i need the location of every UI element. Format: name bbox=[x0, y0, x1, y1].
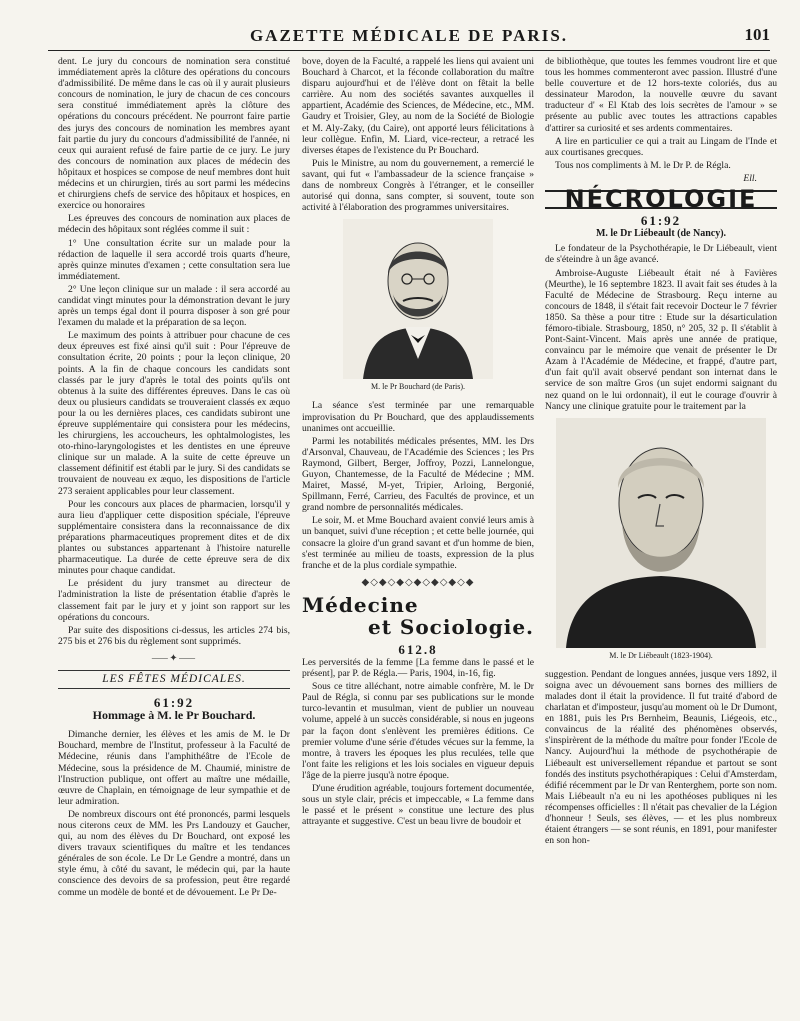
article-title: M. le Dr Liébeault (de Nancy). bbox=[595, 228, 727, 240]
rubric-line-2: et Sociologie. bbox=[367, 614, 534, 639]
paragraph: A lire en particulier ce qui a trait au Lingam de l'Inde et aux courtisanes grecques. bbox=[545, 135, 777, 158]
paragraph: suggestion. Pendant de longues années, jusque vers 1892, il soigna avec un dévouement sans bornes des milliers de malades dont il était la providence. Il fut traité d'abord de charlatan et d'imposteur, jusqu'au moment où le Dr Dumont, en 1881, puis les Prs Bernheim, Beaunis, Liégeois, etc., convaincus de la réalité des phénomènes observés, s'inspirèrent de la méthode du maître pour fonder l'Ecole de Nancy. Aujourd'hui la méthode de psychothérapie de Liébeault est universellement répandue et partout se sont fondés des instituts psychothérapiques : Celui d'Amsterdam, édifié récemment par le Dr van Renterghem, porte son nom. Mais Liébeault n'a eu ni les apothéoses publiques ni les récompenses officielles : Il n'était pas chevalier de la Légion d'honneur ! Seuls, ses élèves, — et les plus nombreux étaient étrangers — se sont réunis, en 1891, pour manifester en son hon- bbox=[545, 668, 777, 847]
article-title: Hommage à M. le Pr Bouchard. bbox=[92, 708, 256, 723]
paragraph: La séance s'est terminée par une remarquable improvisation du Pr Bouchard, que des applaudissements unanimes ont accueillie. bbox=[302, 400, 534, 434]
paragraph: Les épreuves des concours de nomination aux places de médecin des hôpitaux sont réglées comme il suit : bbox=[58, 213, 290, 236]
rubric-title bbox=[302, 594, 534, 638]
paragraph: De nombreux discours ont été prononcés, parmi lesquels nous citerons ceux de MM. les Prs Landouzy et Gaucher, qui, au nom des élèves du Dr Bouchard, ont exposé les divers travaux scientifiques du maître et les tendances générales de son école. Le Dr Le Gendre a montré, dans un style ému, à côté du savant, le médecin qui, par la haute conscience des devoirs de sa profession, peut être regardé comme un modèle de bonté et de dévouement. Le Pr De- bbox=[58, 808, 290, 898]
portrait-caption: M. le Dr Liébeault (1823-1904). bbox=[609, 650, 713, 660]
paragraph: bove, doyen de la Faculté, a rappelé les liens qui avaient uni Bouchard à Charcot, et la féconde collaboration du maître disparu aujourd'hui et de l'élève dont on fêtait la belle carrière. Au nom des sociétés savantes auxquelles il appartient, Académie des Sciences, de Médecine, etc., MM. Gaudry et Troisier, Gley, au nom de la Société de Biologie et M. Aly-Zaky, (du Caire), ont apporté leurs félicitations à leur collègue. Enfin, M. Liard, vice-recteur, a retracé les diverses étapes de l'existence du Pr Bouchard. bbox=[302, 56, 534, 156]
paragraph: Ambroise-Auguste Liébeault était né à Favières (Meurthe), le 16 septembre 1823. Il avait fait ses études à la Faculté de Médecine de Strasbourg. Reçu interne au concours de 1848, il s'était fait recevoir Docteur le 7 février 1850. Sa thèse a pour titre : Etude sur la désarticulation fémoro-tibiale. Strasbourg, 1850, n° 205, 32 p. Il s'établit à Pont-Saint-Vincent. Mais après une année de pratique, convaincu par le mémoire que venait de présenter le Dr Azam à l'Académie de Médecine, et frappé, d'autre part, d'un fait qu'il avait observé pendant son internat dans le service de son maître Gros (un sujet endormi saignant du nez quand on le lui ordonnait), il eut le courage d'ouvrir à Nancy une clinique gratuite pour le traitement par la bbox=[545, 267, 777, 412]
paragraph: 1° Une consultation écrite sur un malade pour la rédaction de laquelle il sera accordé trois quarts d'heure, après quinze minutes d'examen ; cette consultation sera lue immédiatement. bbox=[58, 237, 290, 282]
journal-title: GAZETTE MÉDICALE DE PARIS. bbox=[249, 26, 569, 45]
portrait-bouchard bbox=[343, 219, 493, 379]
paragraph: Le soir, M. et Mme Bouchard avaient convié leurs amis à un banquet, suivi d'une réception ; et cette belle journée, qui consacre la gloire d'un grand savant et d'un homme de bien, s'est terminée au milieu de toasts, expression de la plus franche et de la plus cordiale sympathie. bbox=[302, 515, 534, 571]
column-3 bbox=[545, 56, 777, 1016]
paragraph: Sous ce titre alléchant, notre aimable confrère, M. le Dr Paul de Régla, si connu par ses publications sur le monde turco-levantin et musulman, vient de publier un nouveau volume, appelé à un succès considérable, si nous en jugeons par la façon dont s'enlèvent les premières éditions. Ce premier volume d'une série d'études vécues sur la femme, la montre, à travers les époques les plus reculées, telle que l'ont faite les religions et les lois sociales en vigueur depuis l'âge de la pierre jusqu'à notre époque. bbox=[302, 681, 534, 781]
column-1 bbox=[58, 56, 290, 1016]
rubric-line-1: Médecine bbox=[302, 592, 419, 617]
portrait-liebeault bbox=[556, 418, 766, 648]
paragraph: 2° Une leçon clinique sur un malade : il sera accordé au candidat vingt minutes pour la démonstration devant le jury après un temps égal dont il pourra disposer à son gré pour l'examen du malade et la préparation de sa leçon. bbox=[58, 283, 290, 329]
paragraph: D'une érudition agréable, toujours fortement documentée, sous un style clair, précis et impeccable, « La femme dans le passé et le présent » constitue une lecture des plus attrayante et suggestive. C'est un beau livre de boudoir et bbox=[302, 783, 534, 828]
column-2 bbox=[302, 56, 534, 1016]
page-header bbox=[48, 22, 770, 51]
section-heading: LES FÊTES MÉDICALES. bbox=[58, 670, 290, 689]
necrology-heading: NÉCROLOGIE bbox=[545, 190, 777, 209]
article-number: 612.8 bbox=[398, 641, 438, 657]
article-number: 61:92 bbox=[640, 213, 682, 229]
paragraph: Le maximum des points à attribuer pour chacune de ces deux épreuves est fixé ainsi qu'il suit : Pour l'épreuve de consultation écrite, 20 points ; pour la leçon clinique, 20 points. A la fin de chaque concours les candidats sont classés par le jury d'après le total des points qu'ils ont obtenus à la suite des différentes épreuves. Dans le cas où deux ou plusieurs candidats se trouveraient classés ex æquo pour la ou les dernières places, ces candidats subiront une épreuve supplémentaire qui consistera pour les médecins, les chirurgiens, les accoucheurs, les ophtalmologistes, les oto-rhino-laryngologistes et les dentistes en une épreuve clinique sur un malade. A la suite de cette épreuve un classement définitif est établi par le jury. Si des candidats se trouvaient de nouveau ex æquo, les dispositions de l'article 273 seraient applicables pour leur classement. bbox=[58, 330, 290, 497]
article-number: 61:92 bbox=[153, 695, 195, 711]
paragraph: dent. Le jury du concours de nomination sera constitué immédiatement après la clôture des opérations du concours d'admissibilité. De même dans le cas où il y aurait plusieurs concours de nomination, le jury de chacun de ces concours sera constitué immédiatement après la clôture des opérations du concours précédent. Ne pourront faire partie des jurys des concours de nomination les membres ayant fait partie du jury du concours d'admissibilité de l'année, ni ceux qui auraient refusé de faire partie de ce jury. Le jury des concours de nomination aux places de médecin des hôpitaux et hospices se compose de neuf membres dont huit médecins et un chirurgien, tirés au sort parmi les médecins et chirurgiens chefs de service des hôpitaux et hospices, en exercice ou honoraires bbox=[58, 56, 290, 212]
ornament-divider: ⸺✦⸺ bbox=[151, 652, 197, 664]
portrait-caption: M. le Pr Bouchard (de Paris). bbox=[371, 382, 465, 392]
page-number: 101 bbox=[744, 25, 770, 44]
paragraph: Puis le Ministre, au nom du gouvernement, a remercié le savant, qui fut « l'ambassadeur de la science française » dans de nombreux Congrès à l'étranger, et le conseiller autorisé qui donna, sans compter, si souvent, toute son activité à l'élaboration des programmes universitaires. bbox=[302, 157, 534, 214]
paragraph: Le fondateur de la Psychothérapie, le Dr Liébeault, vient de s'éteindre à un âge avancé. bbox=[545, 243, 777, 266]
paragraph: de bibliothèque, que toutes les femmes voudront lire et que tous les hommes commenteront avec passion. Illustré d'une belle couverture et de 12 hors-texte coloriés, dus au dessinateur Marodon, la nouvelle œuvre du savant traducteur d' « El Ktab des lois secrètes de l'amour » se présente au public avec toutes les attractions capables d'attirer sa curiosité et ses ardents commentaires. bbox=[545, 56, 777, 134]
paragraph: Tous nos compliments à M. le Dr P. de Régla. bbox=[555, 159, 731, 171]
paragraph: Parmi les notabilités médicales présentes, MM. les Drs d'Arsonval, Chauveau, de l'Académie des Sciences ; les Prs Raymond, Gilbert, Berger, Joffroy, Pozzi, Lannelongue, Guyon, Chantemesse, de la Faculté de Médecine ; MM. Mairet, Massé, M-yet, Tripier, Arloing, Bergonié, Spillmann, Ferré, Carrieu, des Facultés de province, et un grand nombre de personnalités médicales. bbox=[302, 435, 534, 514]
paragraph: Le président du jury transmet au directeur de l'administration la liste de présentation établie d'après le classement fait par le jury et y joint son rapport sur les opérations du concours. bbox=[58, 578, 290, 623]
ornament-divider: ◆◇◆◇◆◇◆◇◆◇◆◇◆ bbox=[361, 576, 475, 588]
paragraph: Par suite des dispositions ci-dessus, les articles 274 bis, 275 bis et 276 bis du règlement sont supprimés. bbox=[58, 624, 290, 647]
signature: Ell. bbox=[743, 172, 757, 184]
paragraph: Pour les concours aux places de pharmacien, lorsqu'il y aura lieu d'appliquer cette disposition spéciale, l'épreuve supplémentaire consistera dans la reconnaissance de dix préparations pharmaceutiques proprement dites et de dix plantes ou substances appartenant à l'histoire naturelle pharmaceutique. La durée de cette épreuve sera de dix minutes pour chaque candidat. bbox=[58, 498, 290, 577]
paragraph: Dimanche dernier, les élèves et les amis de M. le Dr Bouchard, membre de l'Institut, professeur à la Faculté de Médecine, réunis dans l'amphithéâtre de l'Ecole de Médecine, sous la présidence de M. Chaumié, ministre de l'Instruction publique, ont offert au maître une médaille, œuvre de Chaplain, en témoignage de leur sympathie et de leur admiration. bbox=[58, 729, 290, 807]
paragraph: Les perversités de la femme [La femme dans le passé et le présent], par P. de Régla.— Paris, 1904, in-16, fig. bbox=[302, 657, 534, 680]
